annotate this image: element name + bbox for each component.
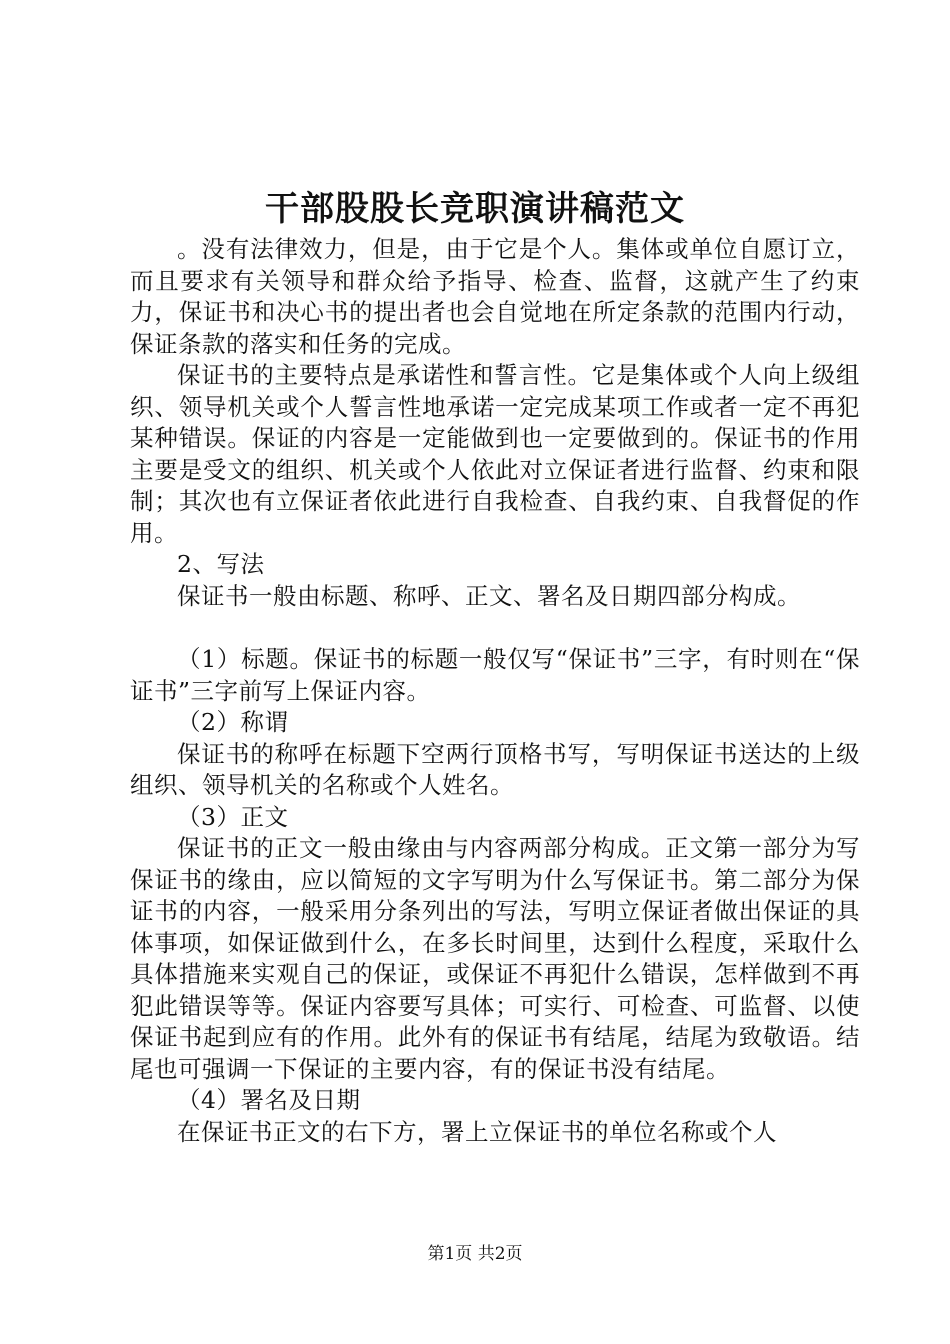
document-body <box>130 234 860 1148</box>
document-title: 干部股股长竞职演讲稿范文 <box>265 189 685 229</box>
paragraph: 保证书一般由标题、称呼、正文、署名及日期四部分构成。 <box>177 581 801 610</box>
paragraph: 在保证书正文的右下方，署上立保证书的单位名称或个人 <box>177 1117 777 1146</box>
paragraph: 。没有法律效力，但是，由于它是个人。集体或单位自愿订立，而且要求有关领导和群众给予指导、检查、监督，这就产生了约束力，保证书和决心书的提出者也会自觉地在所定条款的范围内行动，保证条款的落实和任务的完成。 <box>130 235 860 358</box>
page-footer: 第1页 共2页 <box>427 1244 523 1264</box>
sub-heading: （3）正文 <box>177 802 289 831</box>
paragraph: 保证书的称呼在标题下空两行顶格书写，写明保证书送达的上级组织、领导机关的名称或个人姓名。 <box>130 739 860 799</box>
paragraph-gap <box>130 612 860 644</box>
sub-heading: （4）署名及日期 <box>177 1086 361 1114</box>
paragraph: 保证书的主要特点是承诺性和誓言性。它是集体或个人向上级组织、领导机关或个人誓言性地承诺一定完成某项工作或者一定不再犯某种错误。保证的内容是一定能做到也一定要做到的。保证书的作用主要是受文的组织、机关或个人依此对立保证者进行监督、约束和限制；其次也有立保证者依此进行自我检查、自我约束、自我督促的作用。 <box>130 361 860 547</box>
section-heading: 2、写法 <box>177 550 265 578</box>
sub-heading: （2）称谓 <box>177 708 289 736</box>
paragraph: （1）标题。保证书的标题一般仅写“保证书”三字，有时则在“保证书”三字前写上保证内容。 <box>130 645 860 705</box>
paragraph: 保证书的正文一般由缘由与内容两部分构成。正文第一部分为写保证书的缘由，应以简短的文字写明为什么写保证书。第二部分为保证书的内容，一般采用分条列出的写法，写明立保证者做出保证的具体事项，如保证做到什么，在多长时间里，达到什么程度，采取什么具体措施来实观自己的保证，或保证不再犯什么错误，怎样做到不再犯此错误等等。保证内容要写具体；可实行、可检查、可监督、以使保证书起到应有的作用。此外有的保证书有结尾，结尾为致敬语。结尾也可强调一下保证的主要内容，有的保证书没有结尾。 <box>130 834 860 1083</box>
